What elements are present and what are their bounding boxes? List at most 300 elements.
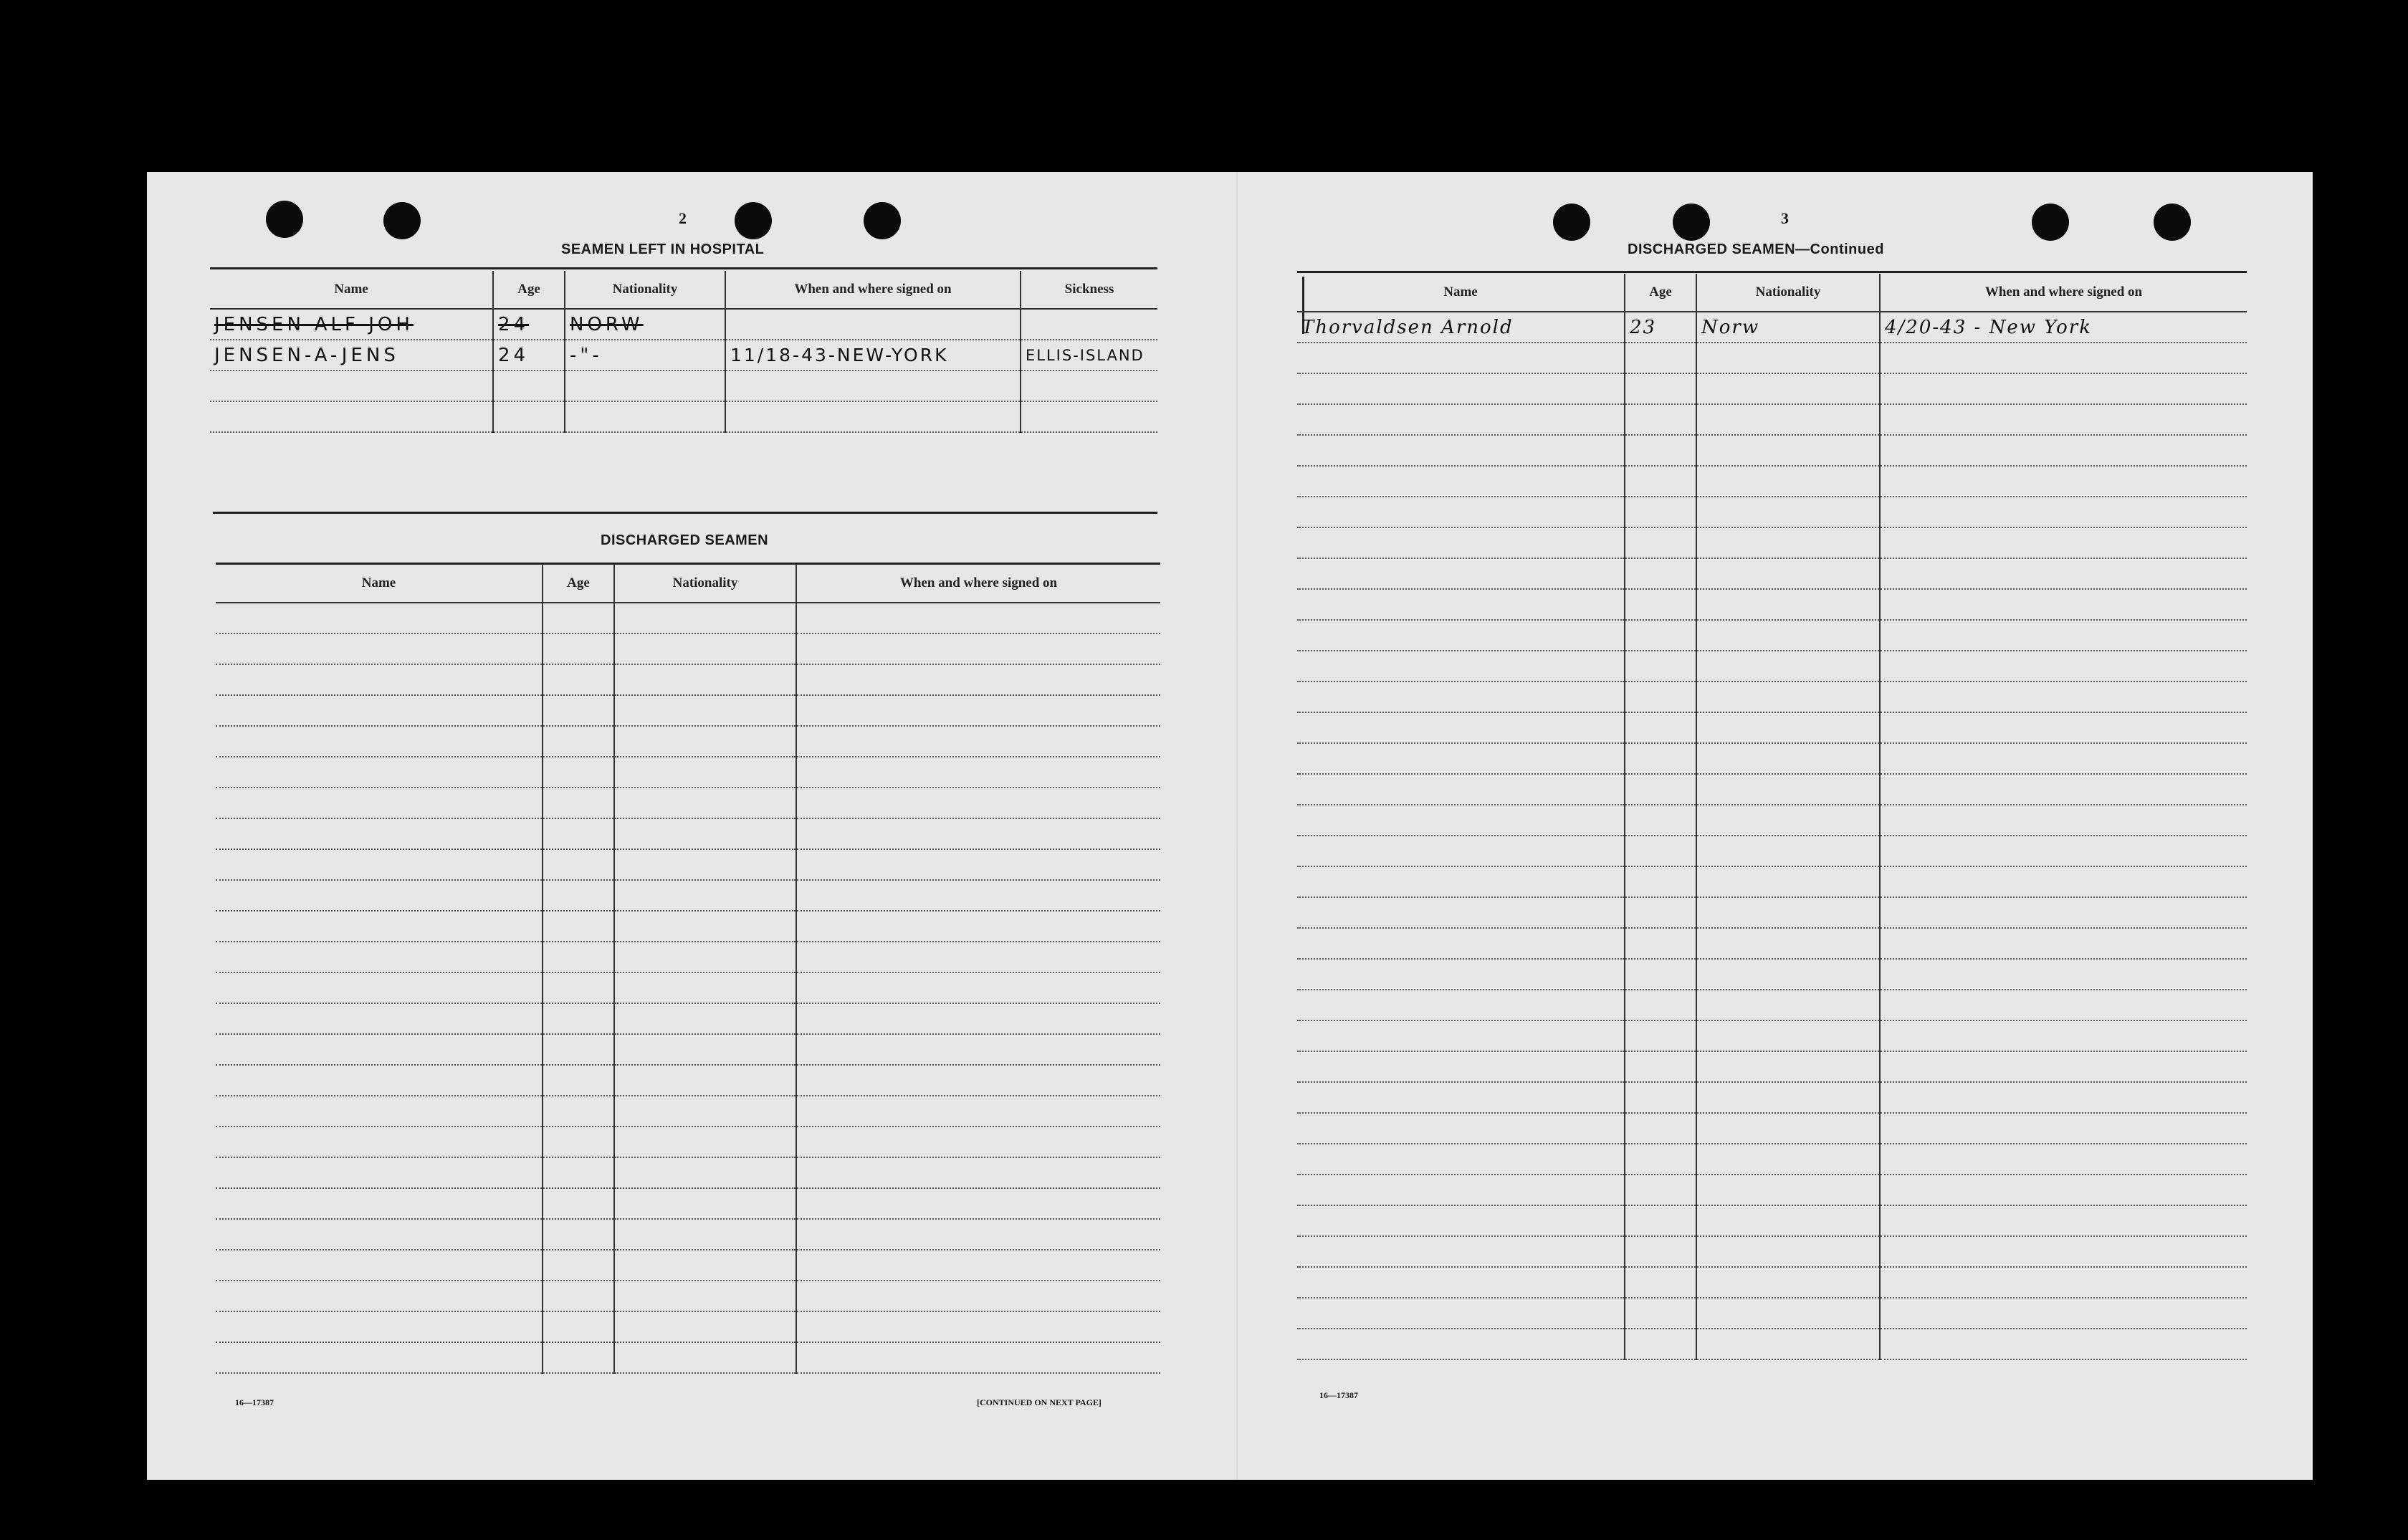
signed-on-cell xyxy=(796,1034,1160,1065)
signed-on-cell xyxy=(1880,497,2247,527)
table-row xyxy=(210,370,1157,401)
signed-on-cell xyxy=(1880,343,2247,373)
name-cell xyxy=(216,818,543,849)
nationality-cell xyxy=(614,603,796,633)
signed-on-cell xyxy=(1880,1113,2247,1144)
table-row xyxy=(1297,435,2247,466)
age-cell xyxy=(543,1311,614,1342)
signed-on-cell xyxy=(1880,1205,2247,1236)
name-cell xyxy=(1297,805,1625,836)
signed-on-cell xyxy=(1880,712,2247,743)
table-row xyxy=(1297,743,2247,774)
signed-on-cell xyxy=(796,849,1160,880)
table-row xyxy=(216,1219,1160,1250)
name-cell xyxy=(1297,866,1625,897)
nationality-cell xyxy=(1696,866,1880,897)
table-row xyxy=(1297,620,2247,651)
signed-on-cell xyxy=(725,309,1021,340)
nationality-cell xyxy=(614,1311,796,1342)
col-header-name: Name xyxy=(1297,274,1625,312)
age-cell xyxy=(1625,1205,1696,1236)
signed-on-cell xyxy=(1880,589,2247,620)
name-cell xyxy=(216,1250,543,1281)
page-number-right: 3 xyxy=(1781,209,1789,227)
age-cell xyxy=(1625,1236,1696,1267)
nationality-cell xyxy=(614,911,796,942)
age-cell xyxy=(493,401,565,432)
sickness-cell: ELLIS-ISLAND xyxy=(1021,340,1157,370)
nationality-cell xyxy=(614,849,796,880)
age-cell xyxy=(1625,836,1696,866)
signed-on-cell xyxy=(796,972,1160,1003)
signed-on-cell xyxy=(796,1188,1160,1219)
table-row xyxy=(1297,527,2247,558)
age-cell xyxy=(543,788,614,818)
divider xyxy=(213,512,1157,514)
nationality-cell xyxy=(1696,466,1880,497)
age-cell xyxy=(543,1096,614,1127)
signed-on-cell xyxy=(1880,1082,2247,1113)
name-cell xyxy=(216,942,543,972)
nationality-cell xyxy=(1696,620,1880,651)
name-cell xyxy=(216,1127,543,1157)
nationality-cell xyxy=(1696,651,1880,681)
signed-on-cell: 4/20-43 - New York xyxy=(1880,312,2247,343)
name-cell xyxy=(1297,620,1625,651)
signed-on-cell xyxy=(1880,990,2247,1020)
table-row xyxy=(216,603,1160,633)
table-row xyxy=(1297,928,2247,959)
punch-hole xyxy=(1553,204,1590,241)
name-cell xyxy=(1297,466,1625,497)
nationality-cell xyxy=(1696,928,1880,959)
table-row xyxy=(1297,1175,2247,1205)
age-cell xyxy=(1625,497,1696,527)
signed-on-cell xyxy=(796,1219,1160,1250)
signed-on-cell xyxy=(1880,404,2247,435)
nationality-cell xyxy=(1696,373,1880,404)
name-cell xyxy=(1297,343,1625,373)
signed-on-cell xyxy=(796,911,1160,942)
name-cell xyxy=(216,633,543,664)
nationality-cell xyxy=(614,1157,796,1188)
age-cell xyxy=(1625,1051,1696,1082)
table-row xyxy=(216,1281,1160,1311)
discharged-continued-title: DISCHARGED SEAMEN—Continued xyxy=(1628,241,1884,257)
signed-on-cell xyxy=(796,1250,1160,1281)
age-cell xyxy=(543,849,614,880)
signed-on-cell xyxy=(796,1065,1160,1096)
name-cell xyxy=(216,1281,543,1311)
hospital-table xyxy=(210,271,1157,433)
signed-on-cell xyxy=(796,818,1160,849)
age-cell xyxy=(1625,1020,1696,1051)
nationality-cell xyxy=(1696,1298,1880,1329)
nationality-cell xyxy=(1696,774,1880,805)
signed-on-cell xyxy=(796,633,1160,664)
nationality-cell xyxy=(1696,497,1880,527)
nationality-cell xyxy=(614,1342,796,1373)
table-row xyxy=(216,1003,1160,1034)
discharged-section-title: DISCHARGED SEAMEN xyxy=(601,532,769,548)
age-cell xyxy=(1625,1144,1696,1175)
table-row xyxy=(1297,558,2247,589)
name-cell xyxy=(216,695,543,726)
nationality-cell xyxy=(565,370,725,401)
age-cell xyxy=(1625,373,1696,404)
name-cell xyxy=(1297,1082,1625,1113)
table-header-row xyxy=(1297,274,2247,312)
table-row xyxy=(216,1188,1160,1219)
name-cell xyxy=(1297,651,1625,681)
table-row xyxy=(1297,404,2247,435)
nationality-cell xyxy=(1696,1236,1880,1267)
nationality-cell xyxy=(614,942,796,972)
manifest-sheet xyxy=(147,172,2313,1480)
age-cell xyxy=(1625,712,1696,743)
table-row xyxy=(216,818,1160,849)
age-cell xyxy=(1625,928,1696,959)
name-cell xyxy=(216,1034,543,1065)
nationality-cell xyxy=(614,788,796,818)
signed-on-cell xyxy=(1880,527,2247,558)
nationality-cell xyxy=(1696,1082,1880,1113)
name-cell xyxy=(1297,1236,1625,1267)
nationality-cell xyxy=(1696,897,1880,928)
age-cell xyxy=(1625,681,1696,712)
age-cell xyxy=(1625,959,1696,990)
age-cell xyxy=(1625,620,1696,651)
nationality-cell xyxy=(614,664,796,695)
name-cell xyxy=(1297,1329,1625,1359)
table-row xyxy=(216,633,1160,664)
age-cell xyxy=(1625,558,1696,589)
table-row xyxy=(216,664,1160,695)
nationality-cell: NORW xyxy=(565,309,725,340)
signed-on-cell xyxy=(1880,1329,2247,1359)
name-cell xyxy=(1297,990,1625,1020)
age-cell: 24 xyxy=(493,309,565,340)
nationality-cell xyxy=(1696,1205,1880,1236)
age-cell xyxy=(543,1065,614,1096)
age-cell xyxy=(1625,1298,1696,1329)
table-header-row xyxy=(216,565,1160,603)
age-cell xyxy=(1625,435,1696,466)
signed-on-cell xyxy=(1880,866,2247,897)
name-cell xyxy=(1297,1113,1625,1144)
table-row xyxy=(1297,466,2247,497)
age-cell xyxy=(1625,1267,1696,1298)
nationality-cell xyxy=(614,1219,796,1250)
nationality-cell xyxy=(1696,1329,1880,1359)
nationality-cell xyxy=(614,1281,796,1311)
signed-on-cell xyxy=(796,1342,1160,1373)
age-cell xyxy=(1625,1175,1696,1205)
signed-on-cell xyxy=(1880,1020,2247,1051)
signed-on-cell xyxy=(796,726,1160,757)
signed-on-cell xyxy=(1880,1298,2247,1329)
age-cell xyxy=(1625,1082,1696,1113)
age-cell xyxy=(1625,651,1696,681)
age-cell xyxy=(493,370,565,401)
table-row xyxy=(1297,1329,2247,1359)
signed-on-cell xyxy=(796,1127,1160,1157)
name-cell xyxy=(216,972,543,1003)
age-cell xyxy=(1625,990,1696,1020)
name-cell xyxy=(1297,1267,1625,1298)
divider xyxy=(1297,271,2247,273)
name-cell: JENSEN-ALF JOH xyxy=(210,309,493,340)
nationality-cell xyxy=(1696,1144,1880,1175)
name-cell xyxy=(216,1003,543,1034)
table-row xyxy=(1297,312,2247,343)
signed-on-cell xyxy=(796,695,1160,726)
age-cell xyxy=(1625,466,1696,497)
name-cell xyxy=(216,1311,543,1342)
nationality-cell xyxy=(1696,1175,1880,1205)
age-cell xyxy=(543,1219,614,1250)
signed-on-cell xyxy=(796,664,1160,695)
signed-on-cell xyxy=(796,1311,1160,1342)
signed-on-cell: 11/18-43-NEW-YORK xyxy=(725,340,1021,370)
signed-on-cell xyxy=(1880,681,2247,712)
discharged-table-right xyxy=(1297,274,2247,1360)
nationality-cell xyxy=(1696,743,1880,774)
signed-on-cell xyxy=(1880,1236,2247,1267)
name-cell xyxy=(1297,836,1625,866)
table-row xyxy=(1297,343,2247,373)
name-cell xyxy=(216,788,543,818)
table-row xyxy=(216,1127,1160,1157)
punch-hole xyxy=(864,202,901,239)
age-cell xyxy=(1625,404,1696,435)
table-row xyxy=(1297,373,2247,404)
signed-on-cell xyxy=(796,942,1160,972)
age-cell xyxy=(543,603,614,633)
nationality-cell xyxy=(614,757,796,788)
hospital-section-title: SEAMEN LEFT IN HOSPITAL xyxy=(561,241,765,257)
signed-on-cell xyxy=(796,1281,1160,1311)
age-cell xyxy=(543,695,614,726)
name-cell xyxy=(216,880,543,911)
age-cell xyxy=(543,818,614,849)
age-cell xyxy=(543,911,614,942)
nationality-cell xyxy=(565,401,725,432)
punch-hole xyxy=(735,202,772,239)
age-cell xyxy=(1625,527,1696,558)
col-header-name: Name xyxy=(216,565,543,603)
name-cell xyxy=(216,1096,543,1127)
table-row xyxy=(1297,1051,2247,1082)
signed-on-cell xyxy=(1880,651,2247,681)
col-header-age: Age xyxy=(543,565,614,603)
age-cell xyxy=(543,1250,614,1281)
signed-on-cell xyxy=(1880,774,2247,805)
nationality-cell xyxy=(1696,343,1880,373)
nationality-cell xyxy=(1696,589,1880,620)
name-cell xyxy=(1297,1298,1625,1329)
age-cell xyxy=(543,1034,614,1065)
name-cell xyxy=(216,1219,543,1250)
age-cell xyxy=(1625,343,1696,373)
table-row xyxy=(1297,1205,2247,1236)
signed-on-cell xyxy=(1880,928,2247,959)
table-row xyxy=(216,788,1160,818)
nationality-cell xyxy=(614,1034,796,1065)
age-cell xyxy=(543,1188,614,1219)
table-row xyxy=(1297,836,2247,866)
nationality-cell xyxy=(614,726,796,757)
signed-on-cell xyxy=(1880,558,2247,589)
signed-on-cell xyxy=(1880,959,2247,990)
table-row xyxy=(1297,712,2247,743)
signed-on-cell xyxy=(1880,620,2247,651)
continued-note: [CONTINUED ON NEXT PAGE] xyxy=(977,1397,1102,1407)
nationality-cell xyxy=(1696,712,1880,743)
age-cell xyxy=(543,726,614,757)
table-row xyxy=(216,757,1160,788)
name-cell xyxy=(216,603,543,633)
age-cell xyxy=(543,1281,614,1311)
table-row xyxy=(1297,1298,2247,1329)
table-row xyxy=(216,1311,1160,1342)
age-cell xyxy=(1625,743,1696,774)
table-row xyxy=(216,1065,1160,1096)
nationality-cell xyxy=(1696,435,1880,466)
name-cell xyxy=(216,849,543,880)
table-row xyxy=(216,1034,1160,1065)
signed-on-cell xyxy=(1880,836,2247,866)
col-header-sickness: Sickness xyxy=(1021,271,1157,309)
table-row xyxy=(216,1342,1160,1373)
nationality-cell xyxy=(1696,836,1880,866)
name-cell xyxy=(1297,527,1625,558)
sickness-cell xyxy=(1021,370,1157,401)
name-cell xyxy=(1297,743,1625,774)
age-cell: 23 xyxy=(1625,312,1696,343)
age-cell xyxy=(543,757,614,788)
signed-on-cell xyxy=(725,370,1021,401)
punch-hole xyxy=(2154,204,2191,241)
table-row xyxy=(216,911,1160,942)
table-row xyxy=(1297,866,2247,897)
signed-on-cell xyxy=(796,788,1160,818)
table-row xyxy=(216,1096,1160,1127)
table-row xyxy=(1297,1113,2247,1144)
table-row xyxy=(1297,1020,2247,1051)
nationality-cell xyxy=(1696,1113,1880,1144)
name-cell: Thorvaldsen Arnold xyxy=(1297,312,1625,343)
nationality-cell xyxy=(614,818,796,849)
nationality-cell xyxy=(1696,558,1880,589)
col-header-nationality: Nationality xyxy=(1696,274,1880,312)
table-row xyxy=(216,726,1160,757)
age-cell xyxy=(1625,1329,1696,1359)
signed-on-cell xyxy=(796,1003,1160,1034)
signed-on-cell xyxy=(1880,743,2247,774)
table-row xyxy=(1297,1236,2247,1267)
nationality-cell xyxy=(1696,1020,1880,1051)
punch-hole xyxy=(2032,204,2069,241)
table-row xyxy=(1297,651,2247,681)
nationality-cell xyxy=(1696,1051,1880,1082)
col-header-nationality: Nationality xyxy=(614,565,796,603)
age-cell xyxy=(1625,774,1696,805)
age-cell: 24 xyxy=(493,340,565,370)
signed-on-cell xyxy=(1880,435,2247,466)
nationality-cell xyxy=(614,1096,796,1127)
name-cell xyxy=(1297,928,1625,959)
punch-hole xyxy=(383,202,421,239)
signed-on-cell xyxy=(1880,1175,2247,1205)
age-cell xyxy=(543,972,614,1003)
name-cell xyxy=(1297,1020,1625,1051)
name-cell xyxy=(1297,712,1625,743)
name-cell xyxy=(1297,1175,1625,1205)
table-row xyxy=(216,1157,1160,1188)
table-row xyxy=(216,1250,1160,1281)
col-header-age: Age xyxy=(1625,274,1696,312)
nationality-cell xyxy=(1696,404,1880,435)
nationality-cell: -"- xyxy=(565,340,725,370)
col-header-name: Name xyxy=(210,271,493,309)
name-cell xyxy=(1297,1144,1625,1175)
age-cell xyxy=(543,942,614,972)
nationality-cell xyxy=(614,1003,796,1034)
table-row xyxy=(1297,959,2247,990)
punch-hole xyxy=(266,201,303,238)
form-number-right: 16—17387 xyxy=(1319,1390,1358,1400)
name-cell xyxy=(1297,1051,1625,1082)
name-cell xyxy=(216,664,543,695)
table-row xyxy=(1297,897,2247,928)
nationality-cell xyxy=(1696,527,1880,558)
table-row xyxy=(1297,774,2247,805)
name-cell xyxy=(1297,497,1625,527)
signed-on-cell xyxy=(1880,1267,2247,1298)
name-cell xyxy=(216,1157,543,1188)
signed-on-cell xyxy=(1880,1144,2247,1175)
sickness-cell xyxy=(1021,309,1157,340)
col-header-signed-on: When and where signed on xyxy=(725,271,1021,309)
age-cell xyxy=(1625,897,1696,928)
form-number-left: 16—17387 xyxy=(235,1397,274,1407)
signed-on-cell xyxy=(796,757,1160,788)
name-cell xyxy=(216,1065,543,1096)
table-row xyxy=(216,880,1160,911)
signed-on-cell xyxy=(1880,805,2247,836)
nationality-cell xyxy=(614,633,796,664)
name-cell xyxy=(1297,959,1625,990)
table-row xyxy=(1297,1082,2247,1113)
name-cell xyxy=(1297,681,1625,712)
age-cell xyxy=(1625,866,1696,897)
table-row xyxy=(216,972,1160,1003)
table-row xyxy=(1297,1267,2247,1298)
sickness-cell xyxy=(1021,401,1157,432)
name-cell xyxy=(1297,589,1625,620)
nationality-cell xyxy=(614,1065,796,1096)
signed-on-cell xyxy=(1880,897,2247,928)
age-cell xyxy=(1625,805,1696,836)
name-cell xyxy=(216,1342,543,1373)
table-row xyxy=(1297,681,2247,712)
signed-on-cell xyxy=(796,880,1160,911)
name-cell xyxy=(1297,373,1625,404)
nationality-cell xyxy=(1696,805,1880,836)
signed-on-cell xyxy=(1880,373,2247,404)
table-row xyxy=(216,849,1160,880)
